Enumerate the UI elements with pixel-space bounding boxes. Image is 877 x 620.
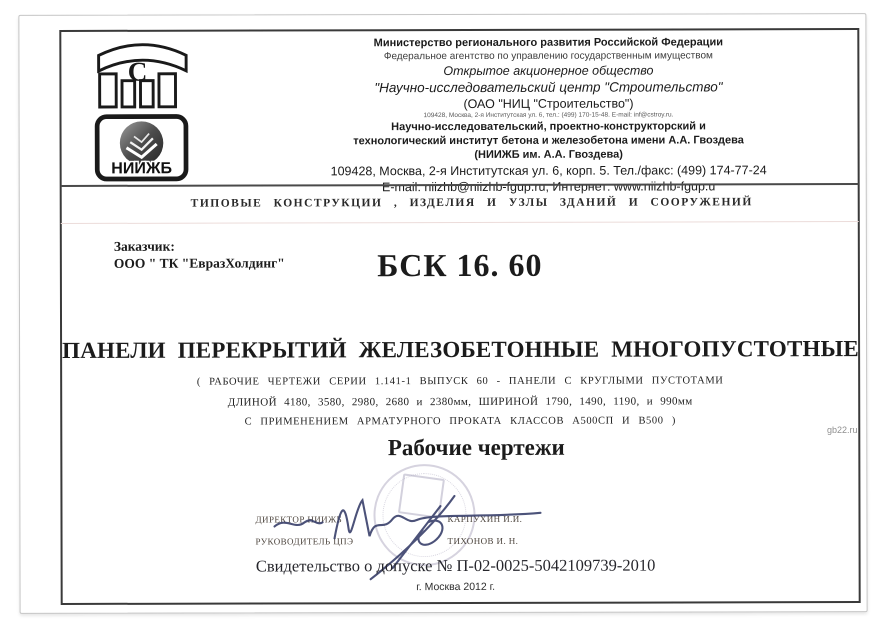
series-code: БСК 16. 60 [377, 246, 543, 284]
drawing-frame [59, 28, 860, 605]
institute-line-2: технологический институт бетона и железобетона имени А.А. Гвоздева [353, 134, 744, 148]
subtitle-line-1: ( РАБОЧИЕ ЧЕРТЕЖИ СЕРИИ 1.141-1 ВЫПУСК 60 - ПАНЕЛИ С КРУГЛЫМИ ПУСТОТАМИ [196, 375, 724, 388]
signature-role-head: РУКОВОДИТЕЛЬ ЦПЭ [255, 536, 354, 547]
nits-stroitelstvo-logo-icon [87, 41, 197, 111]
company-type-line: Открытое акционерное общество [443, 63, 654, 79]
niizhb-logo-label: НИИЖБ [111, 159, 173, 178]
niizhb-logo-icon [94, 114, 190, 182]
agency-line: Федеральное агентство по управлению государственным имуществом [383, 50, 713, 62]
signature-name-tikhonov: ТИХОНОВ И. Н. [447, 535, 519, 547]
series-banner: ТИПОВЫЕ КОНСТРУКЦИИ , ИЗДЕЛИЯ И УЗЛЫ ЗДАНИЙ И СООРУЖЕНИЙ [190, 196, 753, 210]
company-address-small: 109428, Москва, 2-я Институтская ул. 6, тел.: (499) 170-15-48. E-mail: inf@cstroy.ru. [423, 111, 674, 120]
document-title: ПАНЕЛИ ПЕРЕКРЫТИЙ ЖЕЛЕЗОБЕТОННЫЕ МНОГОПУСТОТНЫЕ [62, 336, 859, 363]
document-type: Рабочие чертежи [387, 434, 565, 461]
banner-divider [61, 221, 859, 224]
subtitle-line-3: С ПРИМЕНЕНИЕМ АРМАТУРНОГО ПРОКАТА КЛАССОВ А500СП И В500 ) [244, 415, 676, 428]
site-watermark: gb22.ru [827, 425, 858, 435]
signature-name-karpukhin: КАРПУХИН И.И. [447, 513, 523, 525]
contacts-line: E-mail: niizhb@niizhb-fgup.ru; Интернет: www.niizhb-fgup.u [381, 179, 716, 195]
company-name-line: "Научно-исследовательский центр "Строительство" [374, 79, 723, 96]
institute-short-line: (НИИЖБ им. А.А. Гвоздева) [474, 148, 623, 162]
certificate-line: Свидетельство о допуске № П-02-0025-5042109739-2010 [255, 555, 656, 576]
signature-role-director: ДИРЕКТОР НИИЖБ [255, 514, 343, 525]
customer-label: Заказчик: [113, 238, 175, 254]
company-short-line: (ОАО "НИЦ "Строительство") [463, 96, 634, 111]
place-year-line: г. Москва 2012 г. [416, 580, 496, 594]
address-line: 109428, Москва, 2-я Институтская ул. 6, корп. 5. Тел./факс: (499) 174-77-24 [330, 163, 767, 179]
ministry-line: Министерство регионального развития Российской Федерации [373, 36, 723, 50]
institute-line-1: Научно-исследовательский, проектно-конструкторский и [391, 119, 706, 133]
subtitle-line-2: ДЛИНОЙ 4180, 3580, 2980, 2680 и 2380мм, ШИРИНОЙ 1790, 1490, 1190, и 990мм [227, 395, 693, 409]
letterhead [248, 36, 848, 196]
nits-logo-letter: С [127, 56, 148, 87]
customer-name: ООО " ТК "ЕвразХолдинг" [113, 255, 285, 271]
